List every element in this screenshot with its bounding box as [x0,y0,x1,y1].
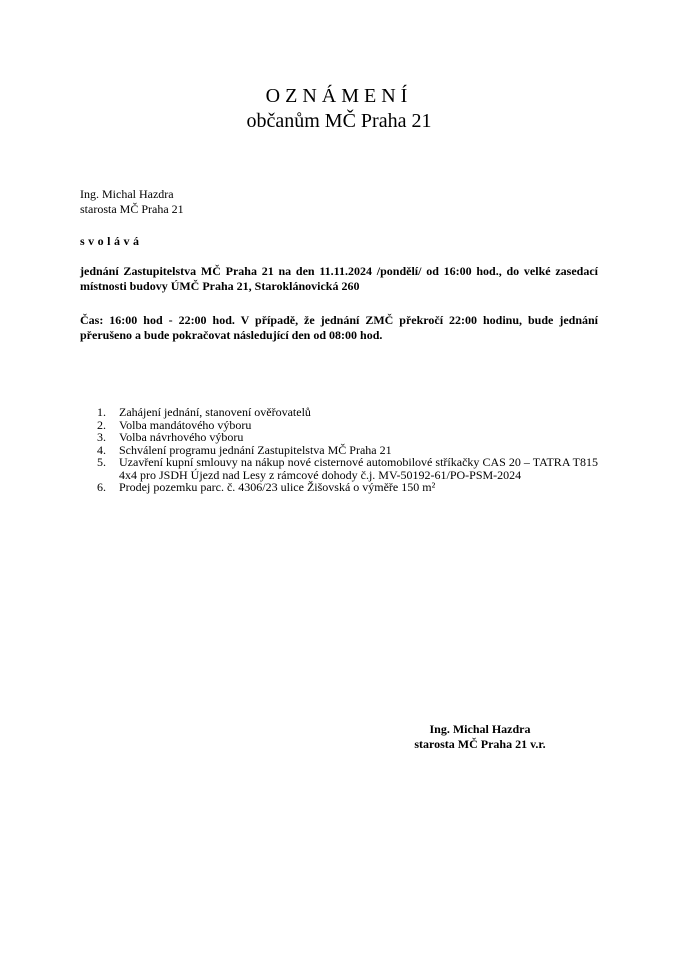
agenda-item-text: Zahájení jednání, stanovení ověřovatelů [119,405,311,419]
agenda-item-number: 3. [97,430,106,444]
agenda-item-number: 4. [97,442,106,457]
agenda-item [97,456,598,481]
sender-name: Ing. Michal Hazdra [80,187,174,201]
agenda-item [97,481,598,494]
document-subtitle: občanům MČ Praha 21 [246,110,432,132]
agenda-item-number: 6. [97,480,106,494]
agenda-item-number: 1. [97,405,106,419]
agenda-item-text: Volba mandátového výboru [119,417,252,432]
agenda-item-text: Volba návrhového výboru [119,430,244,444]
meeting-time-note: Čas: 16:00 hod - 22:00 hod. V případě, že jednání ZMČ překročí 22:00 hodinu, bude jednání přerušeno a bude pokračovat následující den od 08:00 hod. [80,313,598,342]
document-title: OZNÁMENÍ [265,85,413,107]
sender-role: starosta MČ Praha 21 [80,202,184,216]
signature-role: starosta MČ Praha 21 v.r. [414,737,546,751]
convenes-heading: svolává [80,234,143,248]
agenda-item-number: 5. [97,455,106,469]
agenda-list [97,406,598,494]
signature-name: Ing. Michal Hazdra [429,722,531,736]
agenda-item-text: Uzavření kupní smlouvy na nákup nové cisternové automobilové stříkačky CAS 20 – TATRA T815 4x4 pro JSDH Újezd nad Lesy z rámcové dohody č.j. MV-50192-61/PO-PSM-2024 [119,455,598,482]
meeting-announcement: jednání Zastupitelstva MČ Praha 21 na den 11.11.2024 /pondělí/ od 16:00 hod., do velké zasedací místnosti budovy ÚMČ Praha 21, Staroklánovická 260 [80,264,598,293]
sender-block [80,187,598,217]
agenda-item-text: Prodej pozemku parc. č. 4306/23 ulice Žišovská o výměře 150 m² [119,480,436,494]
agenda-item-number: 2. [97,417,106,432]
agenda-item-text: Schválení programu jednání Zastupitelstva MČ Praha 21 [119,442,392,457]
signature-block [390,722,570,752]
